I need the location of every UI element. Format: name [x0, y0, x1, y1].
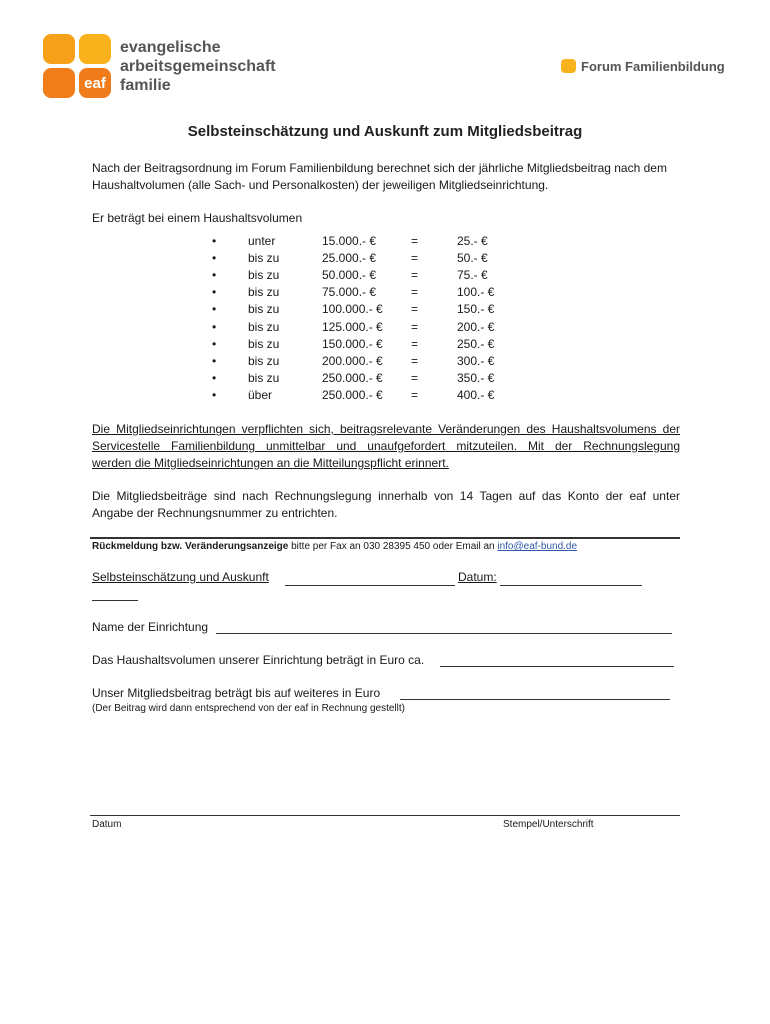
fee-equals: = [411, 387, 419, 402]
bullet-icon: • [212, 387, 217, 402]
signature-date-label: Datum [92, 819, 122, 830]
membership-fee-label: Unser Mitgliedsbeitrag beträgt bis auf weiteres in Euro [92, 686, 381, 700]
fee-equals: = [411, 336, 419, 351]
fee-qualifier: bis zu [248, 251, 280, 266]
eaf-logo [43, 34, 111, 98]
fee-row [212, 234, 512, 251]
bullet-icon: • [212, 370, 217, 385]
fee-value: 75.- € [457, 268, 488, 283]
obligation-line: Servicestelle Familienbildung unmittelbar und unaufgefordert mitzuteilen. Mit der Rechnungslegung [92, 439, 680, 453]
forum-label: Forum Familienbildung [581, 59, 725, 74]
fee-value: 100.- € [457, 285, 495, 300]
bullet-icon: • [212, 353, 217, 368]
budget-volume-label: Das Haushaltsvolumen unserer Einrichtung beträgt in Euro ca. [92, 653, 425, 667]
fee-qualifier: bis zu [248, 370, 280, 385]
fee-row [212, 337, 512, 354]
bullet-icon: • [212, 251, 217, 266]
bullet-icon: • [212, 319, 217, 334]
fee-equals: = [411, 285, 419, 300]
fee-amount: 75.000.- € [322, 285, 377, 300]
logo-line: arbeitsgemeinschaft [120, 58, 276, 75]
obligation-paragraph [92, 421, 680, 472]
fee-row [212, 285, 512, 302]
payment-paragraph [92, 488, 680, 522]
payment-line: Die Mitgliedsbeiträge sind nach Rechnungslegung innerhalb von 14 Tagen auf das Konto der eaf unter [92, 489, 680, 503]
fee-qualifier: bis zu [248, 268, 280, 283]
fee-row [212, 302, 512, 319]
institution-name-field[interactable] [216, 633, 672, 634]
email-link[interactable]: info@eaf-bund.de [497, 541, 578, 552]
fee-row [212, 320, 512, 337]
fee-qualifier: bis zu [248, 336, 280, 351]
fee-value: 150.- € [457, 302, 495, 317]
membership-fee-field[interactable] [400, 699, 670, 700]
date-label: Datum: [458, 570, 497, 584]
fee-amount: 250.000.- € [322, 387, 383, 402]
logo-line: evangelische [120, 39, 221, 56]
fee-equals: = [411, 234, 419, 248]
fee-amount: 250.000.- € [322, 370, 383, 385]
fee-amount: 200.000.- € [322, 353, 383, 368]
logo-text [120, 38, 276, 95]
fee-amount: 15.000.- € [322, 234, 377, 248]
table-intro: Er beträgt bei einem Haushaltsvolumen [92, 211, 303, 225]
fee-amount: 125.000.- € [322, 319, 383, 334]
institution-name-label: Name der Einrichtung [92, 620, 209, 634]
fee-value: 350.- € [457, 370, 495, 385]
date-field[interactable] [500, 585, 642, 586]
fee-amount: 150.000.- € [322, 336, 383, 351]
fee-row [212, 354, 512, 371]
bullet-icon: • [212, 268, 217, 283]
bullet-icon: • [212, 302, 217, 317]
bullet-icon: • [212, 336, 217, 351]
section-label-continuation [92, 600, 138, 601]
fee-row [212, 371, 512, 388]
logo-line: familie [120, 77, 171, 94]
logo-square [43, 68, 75, 98]
feedback-text: bitte per Fax an 030 28395 450 oder Email an [288, 541, 498, 552]
fee-qualifier: unter [248, 234, 276, 248]
fee-row [212, 268, 512, 285]
fee-amount: 100.000.- € [322, 302, 383, 317]
payment-line: Angabe der Rechnungsnummer zu entrichten. [92, 506, 338, 520]
fee-value: 300.- € [457, 353, 495, 368]
logo-letters: eaf [79, 68, 111, 98]
fee-note: (Der Beitrag wird dann entsprechend von der eaf in Rechnung gestellt) [92, 703, 405, 714]
fee-qualifier: bis zu [248, 319, 280, 334]
forum-logo-square [561, 59, 576, 73]
section-divider [90, 537, 680, 539]
signature-stamp-label: Stempel/Unterschrift [503, 819, 594, 830]
signature-line[interactable] [90, 815, 680, 816]
fee-value: 200.- € [457, 319, 495, 334]
page-title: Selbsteinschätzung und Auskunft zum Mitgliedsbeitrag [187, 123, 583, 140]
bullet-icon: • [212, 234, 217, 248]
fee-amount: 25.000.- € [322, 251, 377, 266]
fee-row [212, 251, 512, 268]
form-section-label: Selbsteinschätzung und Auskunft [92, 570, 269, 584]
fee-amount: 50.000.- € [322, 268, 377, 283]
bullet-icon: • [212, 285, 217, 300]
form-section-underline [285, 585, 455, 586]
fee-equals: = [411, 319, 419, 334]
fee-qualifier: bis zu [248, 302, 280, 317]
feedback-line [92, 541, 577, 552]
feedback-bold: Rückmeldung bzw. Veränderungsanzeige [92, 541, 289, 552]
fee-equals: = [411, 302, 419, 317]
fee-value: 25.- € [457, 234, 488, 248]
fee-qualifier: bis zu [248, 353, 280, 368]
fee-qualifier: über [248, 387, 273, 402]
budget-volume-field[interactable] [440, 666, 674, 667]
fee-value: 250.- € [457, 336, 495, 351]
fee-equals: = [411, 251, 419, 266]
fee-qualifier: bis zu [248, 285, 280, 300]
fee-equals: = [411, 268, 419, 283]
fee-value: 50.- € [457, 251, 488, 266]
obligation-line: werden die Mitgliedseinrichtungen an die Mitteilungspflicht erinnert. [92, 456, 449, 470]
logo-square [79, 34, 111, 64]
logo-square [43, 34, 75, 64]
fee-value: 400.- € [457, 387, 495, 402]
fee-equals: = [411, 370, 419, 385]
intro-paragraph: Nach der Beitragsordnung im Forum Familienbildung berechnet sich der jährliche Mitgliedsbeitrag nach dem Haushaltvolumen (alle Sach- und Personalkosten) der jeweiligen Mitgliedseinrichtung. [92, 161, 667, 192]
obligation-line: Die Mitgliedseinrichtungen verpflichten sich, beitragsrelevante Veränderungen des Haushaltsvolumens der [92, 422, 680, 436]
fee-row [212, 388, 512, 405]
fee-equals: = [411, 353, 419, 368]
